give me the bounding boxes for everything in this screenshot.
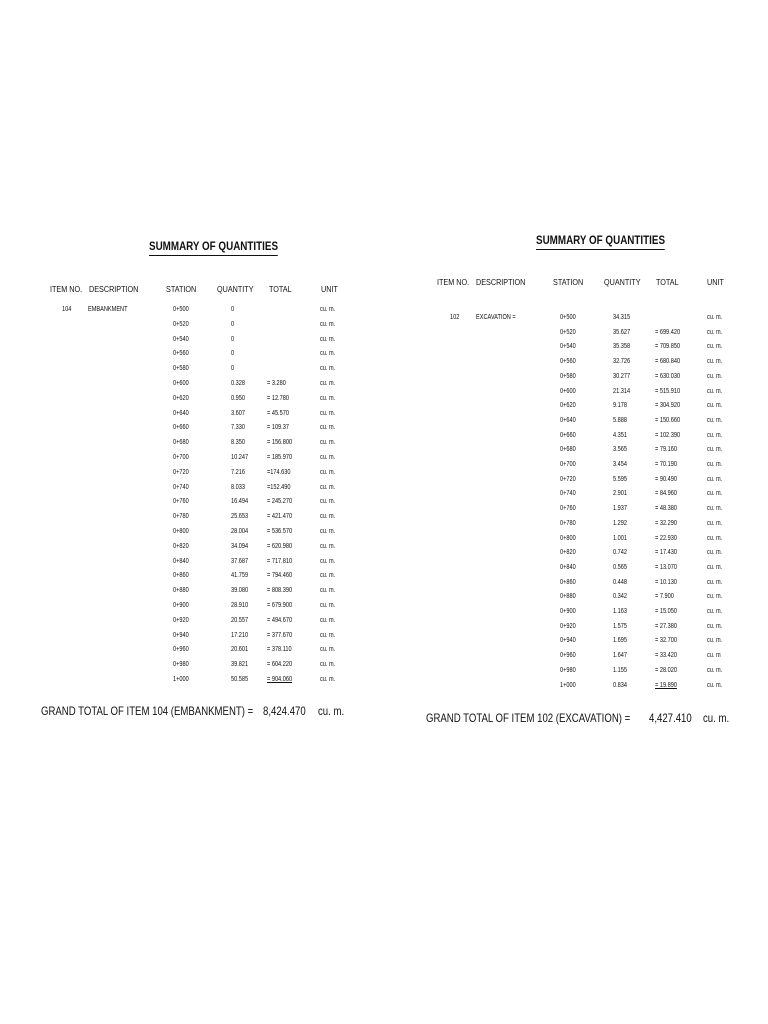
unit-cell: cu. m. (707, 446, 723, 454)
station-cell: 0+520 (560, 328, 576, 336)
station-cell: 0+740 (173, 483, 189, 491)
total-cell: = 7.900 (655, 593, 674, 601)
quantity-cell: 39.821 (231, 661, 249, 669)
total-cell: = 109.37 (267, 424, 289, 432)
quantity-cell: 32.726 (613, 358, 631, 366)
station-cell: 0+980 (173, 661, 189, 669)
total-cell: = 421.470 (267, 513, 293, 521)
quantity-cell: 37.687 (231, 557, 249, 565)
unit-cell: cu. m. (320, 661, 336, 669)
total-cell: = 680.840 (655, 358, 681, 366)
unit-cell: cu. m. (320, 350, 336, 358)
unit-cell: cu. m. (707, 622, 723, 630)
station-cell: 0+500 (173, 306, 189, 313)
total-cell: = 48.380 (655, 505, 677, 513)
station-cell: 0+520 (173, 320, 189, 328)
station-cell: 0+920 (173, 616, 189, 624)
station-cell: 0+960 (173, 646, 189, 654)
page-title: SUMMARY OF QUANTITIES (149, 239, 278, 256)
total-cell: = 494.670 (267, 616, 293, 624)
grand-total-unit: cu. m. (318, 704, 345, 718)
quantity-cell: 0.742 (613, 549, 628, 557)
header-description: DESCRIPTION (476, 277, 526, 287)
total-cell: = 90.490 (655, 475, 677, 483)
unit-cell: cu. m. (320, 631, 336, 639)
unit-cell: cu. m. (707, 387, 723, 395)
unit-cell: cu. m. (707, 461, 723, 468)
station-cell: 0+720 (560, 475, 576, 483)
total-cell: = 102.390 (655, 431, 681, 439)
unit-cell: cu. m. (707, 358, 723, 366)
quantity-cell: 20.601 (231, 646, 249, 654)
total-cell: = 808.390 (267, 587, 293, 595)
quantity-cell: 7.216 (231, 468, 246, 476)
total-cell: = 12.780 (267, 394, 289, 402)
station-cell: 0+700 (173, 454, 189, 461)
unit-cell: cu. m. (707, 563, 723, 571)
total-cell: = 630.030 (655, 372, 681, 380)
unit-cell: cu. m (707, 652, 721, 660)
unit-cell: cu. m. (707, 314, 723, 321)
station-cell: 0+820 (173, 542, 189, 550)
station-cell: 0+640 (173, 409, 189, 417)
unit-cell: cu. m. (320, 646, 336, 654)
unit-cell: cu. m. (320, 468, 336, 476)
quantity-cell: 0 (231, 365, 235, 373)
station-cell: 0+800 (173, 528, 189, 535)
unit-cell: cu. m. (707, 431, 723, 439)
station-cell: 0+720 (173, 468, 189, 476)
total-cell: = 709.850 (655, 343, 681, 351)
total-cell: = 3.280 (267, 380, 286, 387)
quantity-cell: 0.328 (231, 380, 246, 387)
quantity-cell: 0 (231, 350, 235, 358)
unit-cell: cu. m. (320, 616, 336, 624)
total-cell: = 620.980 (267, 542, 293, 550)
total-cell: = 70.190 (655, 461, 677, 468)
quantity-cell: 34.315 (613, 314, 631, 321)
header-station: STATION (166, 284, 197, 294)
header-item-no: ITEM NO. (437, 277, 470, 287)
unit-cell: cu. m. (320, 557, 336, 565)
quantity-cell: 0 (231, 306, 235, 313)
total-cell: = 515.910 (655, 387, 681, 395)
grand-total-value: 8,424.470 (263, 704, 306, 718)
total-cell: = 185.970 (267, 454, 293, 461)
item-description: EXCAVATION = (476, 314, 516, 321)
unit-cell: cu. m. (320, 439, 336, 447)
station-cell: 0+940 (560, 637, 576, 645)
quantity-cell: 39.080 (231, 587, 249, 595)
unit-cell: cu. m. (320, 528, 336, 535)
quantity-cell: 0.950 (231, 394, 246, 402)
total-cell: =152.490 (267, 483, 291, 491)
total-cell: = 27.380 (655, 622, 677, 630)
unit-cell: cu. m. (707, 519, 723, 527)
grand-total-label: GRAND TOTAL OF ITEM 102 (EXCAVATION) = (426, 711, 631, 725)
station-cell: 1+000 (560, 681, 576, 689)
page-title: SUMMARY OF QUANTITIES (536, 233, 665, 250)
unit-cell: cu. m. (707, 475, 723, 483)
station-cell: 0+880 (173, 587, 189, 595)
station-cell: 0+900 (173, 602, 189, 609)
total-cell: = 22.930 (655, 534, 677, 542)
quantity-cell: 1.695 (613, 637, 628, 645)
quantity-cell: 8.350 (231, 439, 246, 447)
grand-total-label: GRAND TOTAL OF ITEM 104 (EMBANKMENT) = (41, 704, 254, 718)
unit-cell: cu. m. (320, 320, 336, 328)
quantity-cell: 8.033 (231, 483, 246, 491)
unit-cell: cu. m. (707, 549, 723, 557)
header-item-no: ITEM NO. (50, 284, 83, 294)
station-cell: 0+580 (560, 372, 576, 380)
station-cell: 0+840 (560, 563, 576, 571)
header-quantity: QUANTITY (604, 277, 641, 287)
unit-cell: cu. m. (320, 676, 336, 683)
total-cell: = 378.110 (267, 646, 292, 654)
header-unit: UNIT (707, 277, 724, 287)
unit-cell: cu. m. (320, 587, 336, 595)
header-quantity: QUANTITY (217, 284, 254, 294)
grand-total-unit: cu. m. (703, 711, 730, 725)
quantity-cell: 21.314 (613, 387, 631, 395)
total-cell: = 33.420 (655, 652, 677, 660)
total-cell: =174.630 (267, 468, 291, 476)
header-total: TOTAL (269, 284, 292, 294)
unit-cell: cu. m. (320, 483, 336, 491)
station-cell: 0+680 (560, 446, 576, 454)
total-cell: = 84.960 (655, 490, 677, 498)
total-cell: = 904.060 (267, 676, 293, 683)
station-cell: 0+600 (173, 380, 189, 387)
quantity-cell: 50.585 (231, 676, 249, 683)
quantity-cell: 0.834 (613, 681, 628, 689)
total-cell: = 17.430 (655, 549, 677, 557)
unit-cell: cu. m. (320, 424, 336, 432)
quantity-cell: 10.247 (231, 454, 249, 461)
quantity-cell: 9.178 (613, 402, 628, 410)
total-cell: = 15.050 (655, 608, 677, 615)
station-cell: 0+680 (173, 439, 189, 447)
quantity-cell: 1.647 (613, 652, 628, 660)
quantity-cell: 41.759 (231, 572, 249, 580)
unit-cell: cu. m. (320, 394, 336, 402)
quantity-cell: 3.454 (613, 461, 628, 468)
unit-cell: cu. m. (707, 343, 723, 351)
item-number: 104 (62, 306, 72, 313)
total-cell: = 679.900 (267, 602, 293, 609)
unit-cell: cu. m. (320, 542, 336, 550)
header-description: DESCRIPTION (89, 284, 139, 294)
station-cell: 0+800 (560, 534, 576, 542)
unit-cell: cu. m. (707, 593, 723, 601)
total-cell: = 79.160 (655, 446, 677, 454)
unit-cell: cu. m. (707, 372, 723, 380)
quantity-cell: 20.557 (231, 616, 249, 624)
total-cell: = 304.920 (655, 402, 681, 410)
quantity-cell: 4.351 (613, 431, 628, 439)
item-description: EMBANKMENT (88, 306, 128, 313)
unit-cell: cu. m. (707, 578, 723, 586)
quantity-cell: 2.901 (613, 490, 628, 498)
station-cell: 0+860 (560, 578, 576, 586)
quantity-cell: 35.358 (613, 343, 631, 351)
station-cell: 0+580 (173, 365, 189, 373)
total-cell: = 150.660 (655, 416, 681, 424)
quantity-cell: 0 (231, 320, 235, 328)
unit-cell: cu. m. (707, 402, 723, 410)
station-cell: 0+740 (560, 490, 576, 498)
quantity-cell: 3.565 (613, 446, 628, 454)
quantity-cell: 28.004 (231, 528, 249, 535)
total-cell: = 245.270 (267, 498, 293, 506)
quantity-cell: 1.155 (613, 666, 628, 674)
station-cell: 0+860 (173, 572, 189, 580)
station-cell: 0+760 (173, 498, 189, 506)
station-cell: 0+560 (560, 358, 576, 366)
quantity-cell: 1.575 (613, 622, 628, 630)
station-cell: 0+620 (560, 402, 576, 410)
quantity-cell: 16.494 (231, 498, 249, 506)
station-cell: 0+980 (560, 666, 576, 674)
station-cell: 0+540 (560, 343, 576, 351)
grand-total-value: 4,427.410 (649, 711, 692, 725)
station-cell: 0+840 (173, 557, 189, 565)
quantity-cell: 3.607 (231, 409, 246, 417)
total-cell: = 10.130 (655, 578, 677, 586)
station-cell: 0+700 (560, 461, 576, 468)
unit-cell: cu. m. (320, 306, 336, 313)
station-cell: 0+920 (560, 622, 576, 630)
quantity-cell: 0.565 (613, 563, 628, 571)
station-cell: 0+600 (560, 387, 576, 395)
station-cell: 0+880 (560, 593, 576, 601)
total-cell: = 604.220 (267, 661, 293, 669)
header-station: STATION (553, 277, 584, 287)
quantity-cell: 0.448 (613, 578, 628, 586)
unit-cell: cu. m. (320, 454, 336, 461)
total-cell: = 28.020 (655, 666, 677, 674)
unit-cell: cu. m. (320, 513, 336, 521)
total-cell: = 19.890 (655, 681, 677, 689)
quantity-cell: 5.888 (613, 416, 628, 424)
station-cell: 0+900 (560, 608, 576, 615)
header-total: TOTAL (656, 277, 679, 287)
station-cell: 0+820 (560, 549, 576, 557)
unit-cell: cu. m. (320, 335, 336, 343)
station-cell: 0+660 (173, 424, 189, 432)
station-cell: 0+780 (560, 519, 576, 527)
station-cell: 0+640 (560, 416, 576, 424)
unit-cell: cu. m. (707, 681, 723, 689)
unit-cell: cu. m. (707, 328, 723, 336)
quantity-cell: 34.094 (231, 542, 249, 550)
total-cell: = 377.670 (267, 631, 293, 639)
unit-cell: cu. m. (707, 608, 723, 615)
quantity-cell: 7.330 (231, 424, 246, 432)
quantity-cell: 1.001 (613, 534, 628, 542)
quantity-cell: 0.342 (613, 593, 628, 601)
quantity-cell: 25.653 (231, 513, 249, 521)
total-cell: = 794.460 (267, 572, 293, 580)
total-cell: = 45.570 (267, 409, 289, 417)
quantity-cell: 1.292 (613, 519, 628, 527)
excavation-summary (384, 0, 768, 1024)
station-cell: 0+540 (173, 335, 189, 343)
unit-cell: cu. m. (707, 490, 723, 498)
total-cell: = 536.570 (267, 528, 293, 535)
total-cell: = 32.700 (655, 637, 677, 645)
unit-cell: cu. m. (707, 505, 723, 513)
unit-cell: cu. m. (707, 637, 723, 645)
station-cell: 0+660 (560, 431, 576, 439)
unit-cell: cu. m. (320, 380, 336, 387)
quantity-cell: 35.627 (613, 328, 631, 336)
quantity-cell: 1.163 (613, 608, 628, 615)
station-cell: 0+620 (173, 394, 189, 402)
quantity-cell: 30.277 (613, 372, 631, 380)
total-cell: = 699.420 (655, 328, 681, 336)
station-cell: 0+940 (173, 631, 189, 639)
unit-cell: cu. m. (320, 572, 336, 580)
station-cell: 1+000 (173, 676, 189, 683)
header-unit: UNIT (321, 284, 338, 294)
quantity-cell: 28.910 (231, 602, 249, 609)
unit-cell: cu. m. (707, 416, 723, 424)
quantity-cell: 1.937 (613, 505, 628, 513)
station-cell: 0+960 (560, 652, 576, 660)
item-number: 102 (450, 314, 460, 321)
station-cell: 0+500 (560, 314, 576, 321)
total-cell: = 717.810 (267, 557, 293, 565)
station-cell: 0+760 (560, 505, 576, 513)
station-cell: 0+560 (173, 350, 189, 358)
total-cell: = 156.800 (267, 439, 293, 447)
quantity-cell: 0 (231, 335, 235, 343)
total-cell: = 13.070 (655, 563, 677, 571)
quantity-cell: 17.210 (231, 631, 249, 639)
unit-cell: cu. m. (320, 409, 336, 417)
unit-cell: cu. m. (320, 602, 336, 609)
unit-cell: cu. m. (707, 534, 723, 542)
quantity-cell: 5.595 (613, 475, 628, 483)
unit-cell: cu. m. (320, 498, 336, 506)
unit-cell: cu. m. (707, 666, 723, 674)
unit-cell: cu. m. (320, 365, 336, 373)
station-cell: 0+780 (173, 513, 189, 521)
total-cell: = 32.290 (655, 519, 677, 527)
